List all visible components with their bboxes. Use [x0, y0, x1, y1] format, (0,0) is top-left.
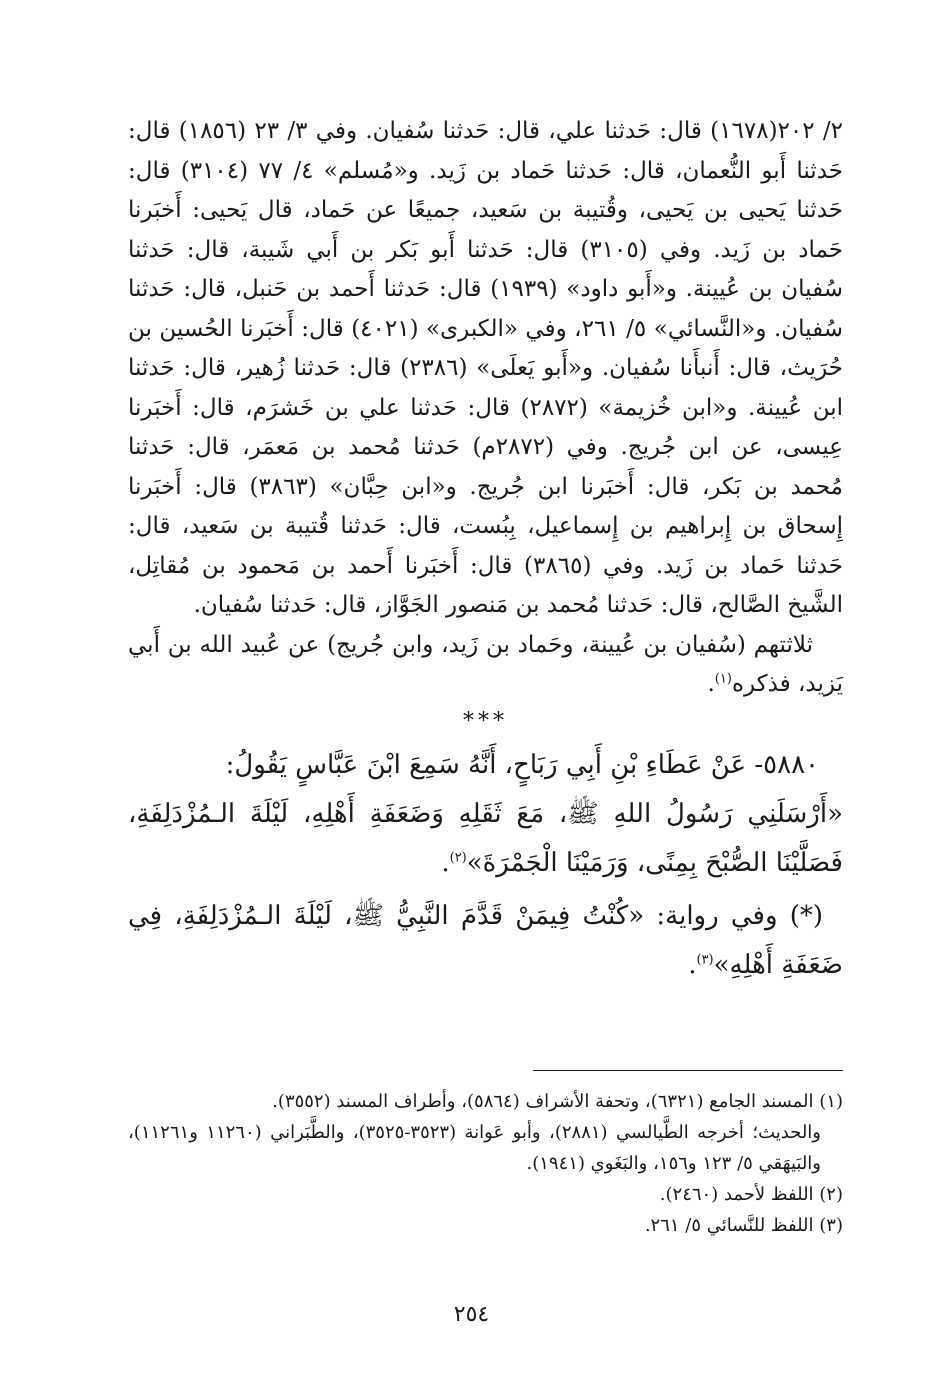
riwaya-end: . [688, 949, 697, 980]
hadith-heading: ٥٨٨٠- عَنْ عَطَاءِ بْنِ أَبِي رَبَاحٍ، أَنَّهُ سَمِعَ ابْنَ عَبَّاسٍ يَقُولُ: [225, 749, 819, 780]
footnotes [128, 1086, 843, 1241]
footnote-2: (٢) اللفظ لأحمد (٢٤٦٠). [659, 1184, 843, 1205]
summary-text: ثلاثتهم (سُفيان بن عُيينة، وحَماد بن زَيد، وابن جُريج) عن عُبيد الله بن أَبي يَزيد، فذكره [128, 631, 843, 697]
summary-paragraph [128, 626, 843, 705]
hadith-matn: «أَرْسَلَنِي رَسُولُ اللهِ ﷺ، مَعَ ثَقَلِهِ وَضَعَفَةِ أَهْلِهِ، لَيْلَةَ الـمُزْدَلِفَةِ، فَصَلَّيْنَا الصُّبْحَ بِمِنًى، وَرَمَيْنَا الْجَمْرَةَ» [128, 798, 843, 878]
page-number: ٢٥٤ [453, 1302, 490, 1327]
footnote-ref-2[interactable]: (٢) [449, 849, 467, 865]
summary-end: . [707, 671, 715, 697]
hadith-end: . [441, 847, 450, 878]
footnote-1-continuation: والحديث؛ أخرجه الطَّيالسي (٢٨٨١)، وأبو عَوانة (٣٥٢٣-٣٥٢٥)، والطَّبَراني (١١٢٦٠ و١١٢٦١)، والبَيهَقي ٥/ ١٢٣ و١٥٦، والبَغَوي (١٩٤١). [128, 1122, 821, 1174]
page-body [128, 112, 844, 1236]
footnote-ref-1[interactable]: (١) [714, 671, 732, 687]
footnote-divider [533, 1070, 843, 1071]
riwaya-paragraph [128, 892, 843, 990]
takhrij-paragraph: ٢/ ٢٠٢(١٦٧٨) قال: حَدثنا علي، قال: حَدثنا سُفيان. وفي ٣/ ٢٣ (١٨٥٦) قال: حَدثنا أَبو النُّعمان، قال: حَدثنا حَماد بن زَيد. و«مُسلم» ٤/ ٧٧ (٣١٠٤) قال: حَدثنا يَحيى بن يَحيى، وقُتيبة بن سَعيد، جميعًا عن حَماد، قال يَحيى: أَخبَرنا حَماد بن زَيد. وفي (٣١٠٥) قال: حَدثنا أَبو بَكر بن أَبي شَيبة، قال: حَدثنا سُفيان بن عُيينة. و«أَبو داود» (١٩٣٩) قال: حَدثنا أَحمد بن حَنبل، قال: حَدثنا سُفيان. و«النَّسائي» ٥/ ٢٦١، وفي «الكبرى» (٤٠٢١) قال: أَخبَرنا الحُسين بن حُرَيث، قال: أَنبأَنا سُفيان. و«أَبو يَعلَى» (٢٣٨٦) قال: حَدثنا زُهير، قال: حَدثنا ابن عُيينة. و«ابن خُزيمة» (٢٨٧٢) قال: حَدثنا علي بن خَشرَم، قال: أَخبَرنا عِيسى، عن ابن جُريج. وفي (٢٨٧٢م) حَدثنا مُحمد بن مَعمَر، قال: حَدثنا مُحمد بن بَكر، قال: أَخبَرنا ابن جُريج. و«ابن حِبَّان» (٣٨٦٣) قال: أَخبَرنا إِسحاق بن إِبراهيم بن إِسماعيل، بِبُست، قال: حَدثنا قُتيبة بن سَعيد، قال: حَدثنا حَماد بن زَيد. وفي (٣٨٦٥) قال: أَخبَرنا أَحمد بن مَحمود بن مُقاتِل، الشَّيخ الصَّالح، قال: حَدثنا مُحمد بن مَنصور الجَوَّاز، قال: حَدثنا سُفيان. [128, 118, 844, 618]
section-separator: *** [463, 708, 508, 734]
hadith-block [128, 741, 843, 990]
hadith-text [128, 790, 843, 888]
footnote-ref-3[interactable]: (٣) [696, 951, 714, 967]
footnote-1: (١) المسند الجامع (٦٣٢١)، وتحفة الأشراف (٥٨٦٤)، وأطراف المسند (٣٥٥٢). [272, 1091, 843, 1112]
main-text [128, 112, 843, 737]
footnote-3: (٣) اللفظ للنَّسائي ٥/ ٢٦١. [644, 1215, 843, 1236]
riwaya-text: (*) وفي رواية: «كُنْتُ فِيمَنْ قَدَّمَ النَّبِيُّ ﷺ، لَيْلَةَ الـمُزْدَلِفَةِ، فِي ضَعَفَةِ أَهْلِهِ» [128, 900, 843, 980]
